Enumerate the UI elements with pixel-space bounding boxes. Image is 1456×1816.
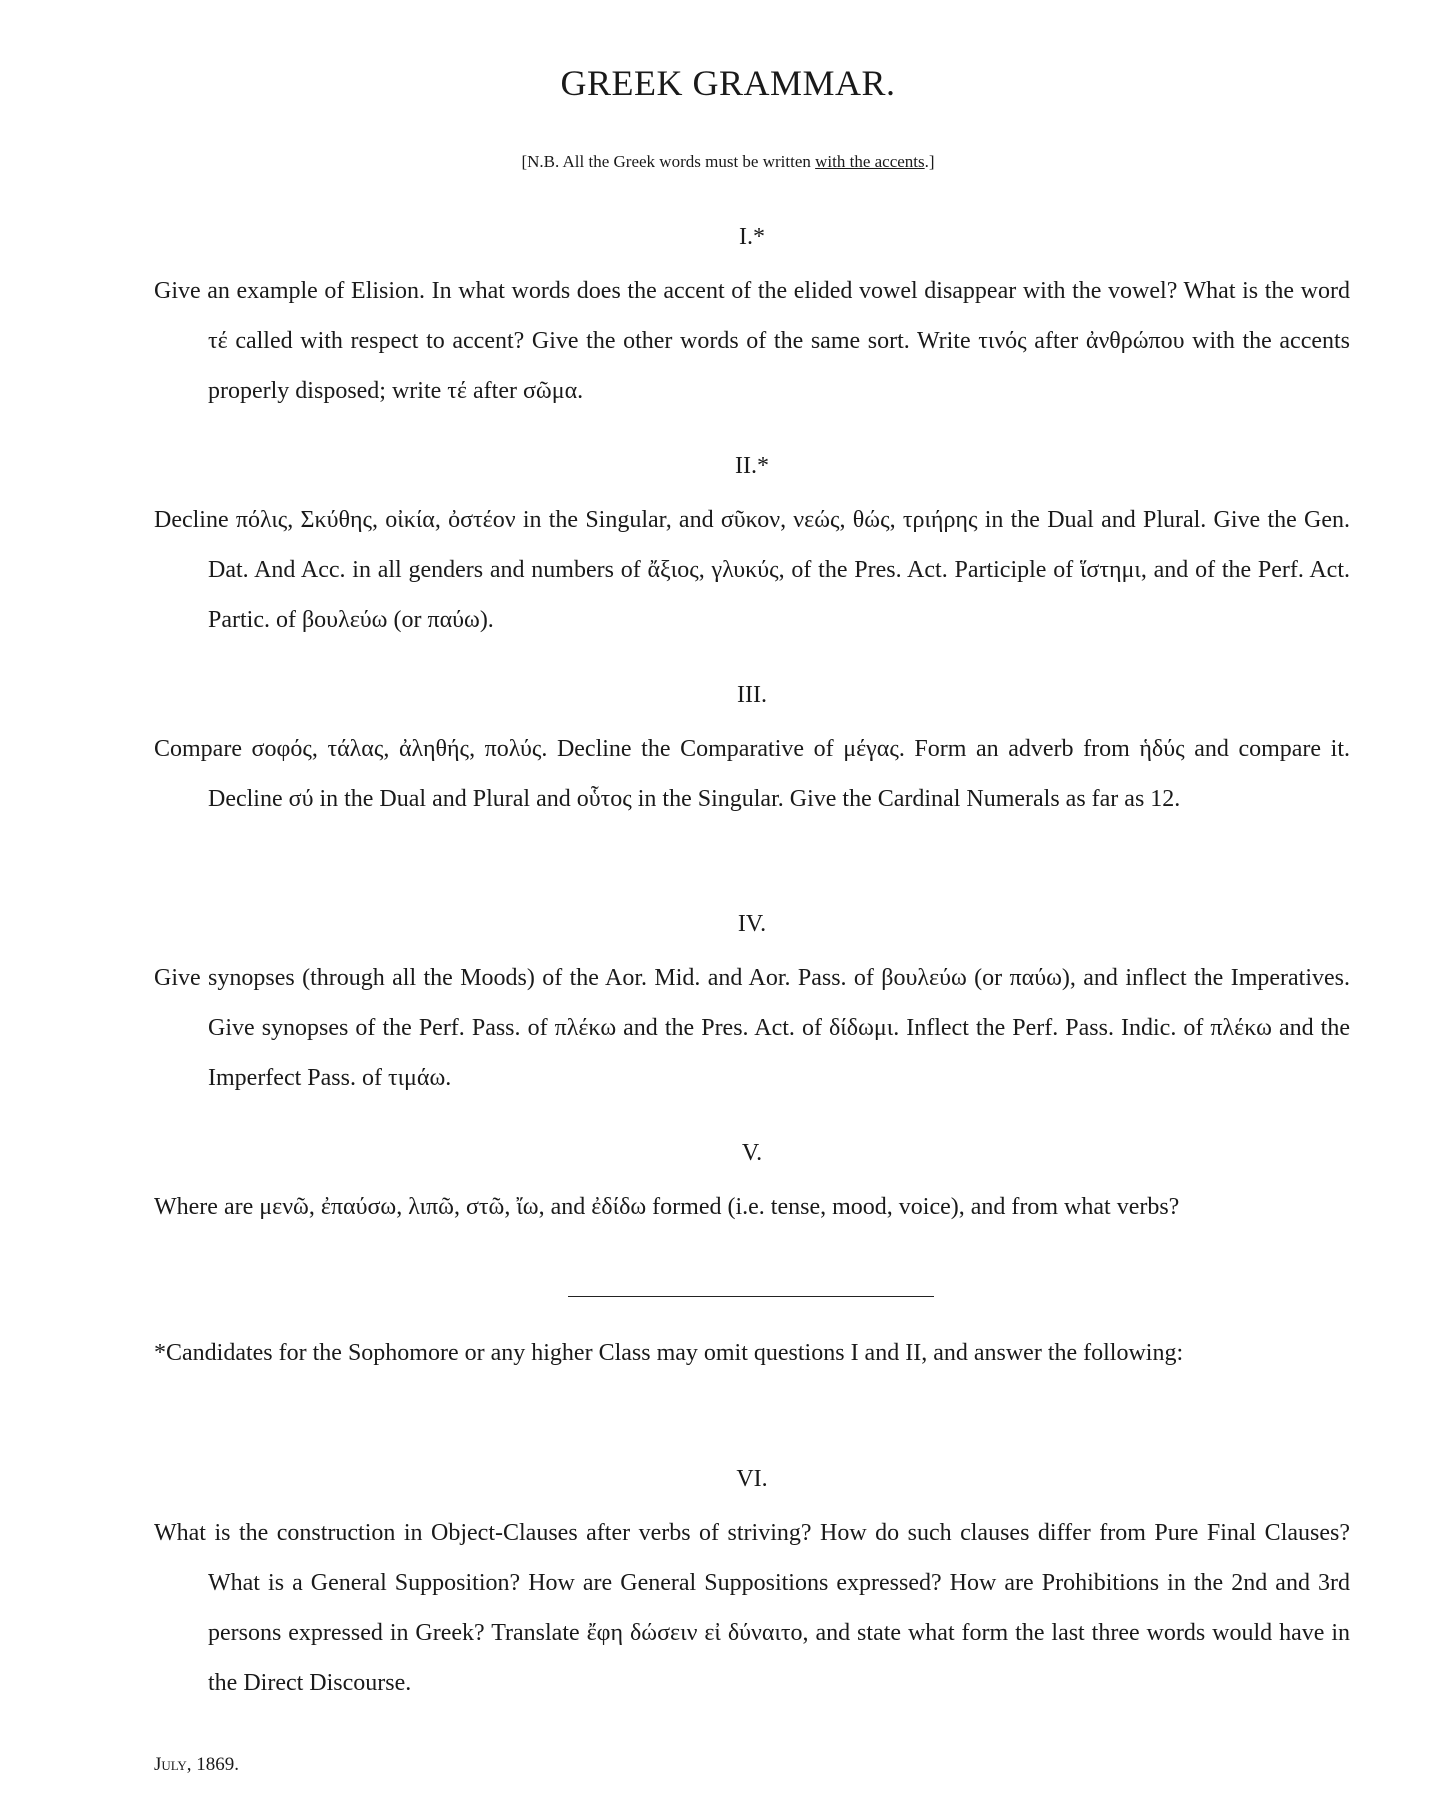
section-numeral: IV. [737, 911, 767, 937]
question-text: What is the construction in Object-Clauses after verbs of striving? How do such clauses differ from Pure Final Clauses? What is a General Supposition? How are General Suppositions expressed? How are Prohibitions in the 2nd and 3rd persons expressed in Greek? Translate ἔφη δώσειν εἰ δύναιτο, and state what form the last three words would have in the Direct Discourse. [154, 1520, 1350, 1696]
section-numeral: VI. [736, 1466, 768, 1492]
question-section-4 [154, 899, 1350, 1103]
footnote-text: *Candidates for the Sophomore or any higher Class may omit questions I and II, and answer the following: [154, 1340, 1184, 1366]
question-text: Where are μενῶ, ἐπαύσω, λιπῶ, στῶ, ἴω, and ἐδίδω formed (i.e. tense, mood, voice), and from what verbs? [154, 1194, 1180, 1220]
question-text: Give an example of Elision. In what words does the accent of the elided vowel disappear with the vowel? What is the word τέ called with respect to accent? Give the other words of the same sort. Write τινός after ἀνθρώπου with the accents properly disposed; write τέ after σῶμα. [154, 278, 1350, 404]
exam-date: July, 1869. [154, 1754, 240, 1775]
section-divider [568, 1296, 934, 1297]
question-text: Decline πόλις, Σκύθης, οἰκία, ὀστέον in the Singular, and σῦκον, νεώς, θώς, τριήρης in the Dual and Plural. Give the Gen. Dat. And Acc. in all genders and numbers of ἄξιος, γλυκύς, of the Pres. Act. Participle of ἵστημι, and of the Perf. Act. Partic. of βουλεύω (or παύω). [154, 507, 1350, 633]
note-underlined: with the accents [815, 152, 925, 171]
question-text: Compare σοφός, τάλας, ἀληθής, πολύς. Decline the Comparative of μέγας. Form an adverb from ἡδύς and compare it. Decline σύ in the Dual and Plural and οὗτος in the Singular. Give the Cardinal Numerals as far as 12. [154, 736, 1350, 812]
note-suffix: .] [924, 152, 935, 171]
section-numeral: I.* [739, 224, 765, 250]
question-section-1 [154, 212, 1350, 416]
question-section-6 [154, 1454, 1350, 1708]
section-numeral: V. [741, 1140, 763, 1166]
accent-note [0, 152, 1456, 172]
page-title: GREEK GRAMMAR. [560, 63, 896, 103]
section-numeral: II.* [735, 453, 769, 479]
note-prefix: [N.B. All the Greek words must be written [521, 152, 816, 171]
question-text: Give synopses (through all the Moods) of the Aor. Mid. and Aor. Pass. of βουλεύω (or παύω), and inflect the Imperatives. Give synopses of the Perf. Pass. of πλέκω and the Pres. Act. of δίδωμι. Inflect the Perf. Pass. Indic. of πλέκω and the Imperfect Pass. of τιμάω. [154, 965, 1350, 1091]
section-numeral: III. [737, 682, 767, 708]
question-section-3 [154, 670, 1350, 824]
question-section-5 [154, 1128, 1350, 1232]
question-section-2 [154, 441, 1350, 645]
